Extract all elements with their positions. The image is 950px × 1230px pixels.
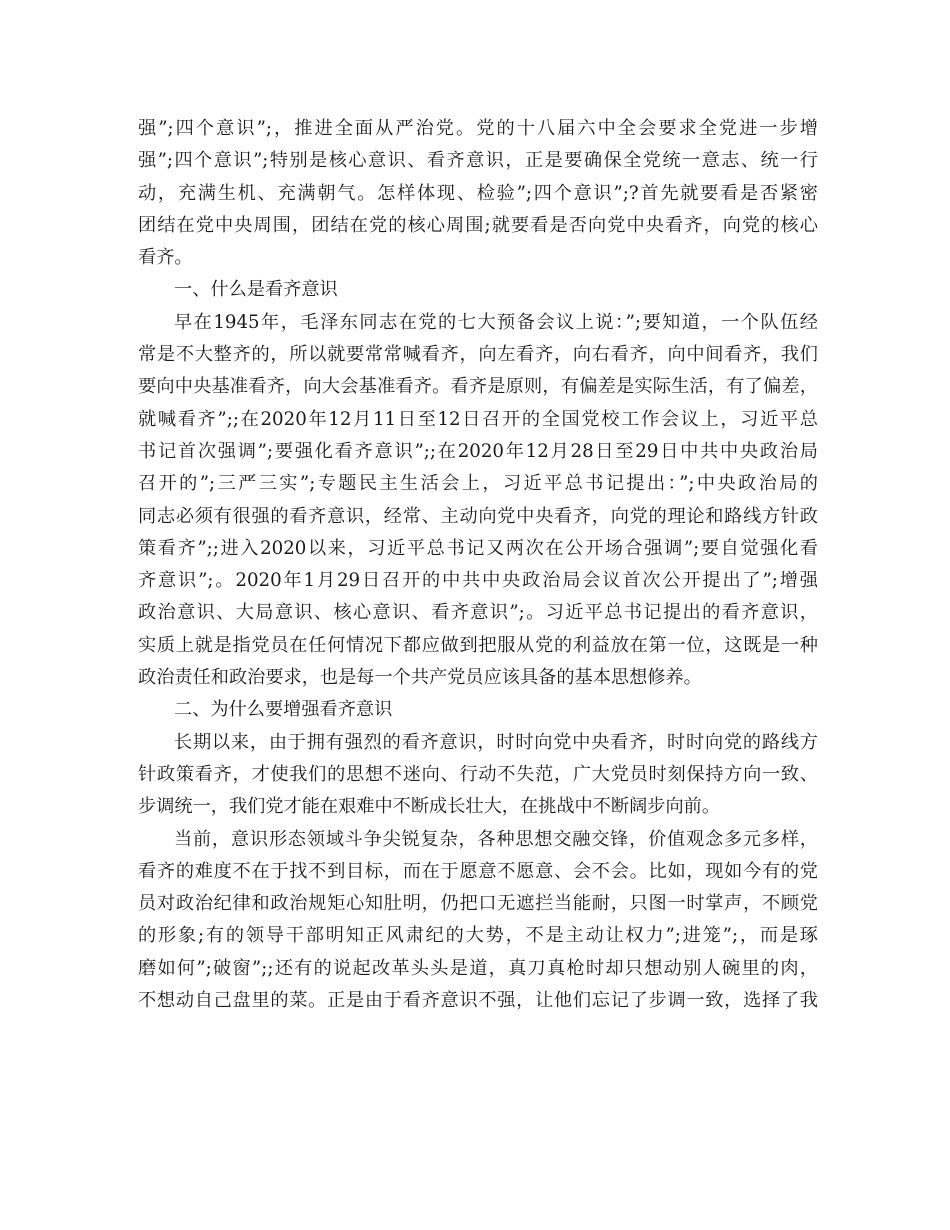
- text-line: 步调统一，我们党才能在艰难中不断成长壮大，在挑战中不断阔步向前。: [138, 796, 721, 818]
- text-line: 政治意识、大局意识、核心意识、看齐意识”;。习近平总书记提出的看齐意识，: [138, 602, 818, 624]
- text-line: 的形象;有的领导干部明知正风肃纪的大势，不是主动让权力”;进笼”;，而是琢: [138, 925, 818, 947]
- text-line: 政治责任和政治要求，也是每一个共产党员应该具备的基本思想修养。: [138, 667, 702, 689]
- text-line: 动，充满生机、充满朝气。怎样体现、检验”;四个意识”;?首先就要看是否紧密: [138, 182, 818, 204]
- text-line: 实质上就是指党员在任何情况下都应做到把服从党的利益放在第一位，这既是一种: [138, 634, 818, 656]
- text-line: 团结在党中央周围，团结在党的核心周围;就要看是否向党中央看齐，向党的核心: [138, 214, 818, 236]
- text-line: 不想动自己盘里的菜。正是由于看齐意识不强，让他们忘记了步调一致，选择了我: [138, 990, 818, 1012]
- text-line: 看齐的难度不在于找不到目标，而在于愿意不愿意、会不会。比如，现如今有的党: [138, 860, 818, 882]
- text-line: 当前，意识形态领域斗争尖锐复杂，各种思想交融交锋，价值观念多元多样，: [174, 828, 818, 850]
- text-line: 早在1945年，毛泽东同志在党的七大预备会议上说：”;要知道，一个队伍经: [174, 311, 818, 333]
- text-line: 一、什么是看齐意识: [174, 279, 338, 301]
- text-line: 策看齐”;;进入2020以来，习近平总书记又两次在公开场合强调”;要自觉强化看: [138, 537, 818, 559]
- text-line: 看齐。: [138, 247, 193, 269]
- text-line: 要向中央基准看齐，向大会基准看齐。看齐是原则，有偏差是实际生活，有了偏差，: [138, 376, 818, 398]
- text-line: 同志必须有很强的看齐意识，经常、主动向党中央看齐，向党的理论和路线方针政: [138, 505, 818, 527]
- text-line: 书记首次强调”;要强化看齐意识”;;在2020年12月28日至29日中共中央政治局: [138, 440, 818, 462]
- text-line: 召开的”;三严三实”;专题民主生活会上，习近平总书记提出：”;中央政治局的: [138, 473, 818, 495]
- text-line: 长期以来，由于拥有强烈的看齐意识，时时向党中央看齐，时时向党的路线方: [174, 731, 818, 753]
- text-line: 员对政治纪律和政治规矩心知肚明，仍把口无遮拦当能耐，只图一时掌声，不顾党: [138, 893, 818, 915]
- text-line: 强”;四个意识”;，推进全面从严治党。党的十八届六中全会要求全党进一步增: [138, 118, 818, 139]
- text-line: 磨如何”;破窗”;;还有的说起改革头头是道，真刀真枪时却只想动别人碗里的肉，: [138, 957, 818, 979]
- document-body: [138, 113, 818, 1017]
- text-line: 针政策看齐，才使我们的思想不迷向、行动不失范，广大党员时刻保持方向一致、: [138, 763, 818, 785]
- text-line: 常是不大整齐的，所以就要常常喊看齐，向左看齐，向右看齐，向中间看齐，我们: [138, 344, 818, 366]
- text-line: 齐意识”;。2020年1月29日召开的中共中央政治局会议首次公开提出了”;增强: [138, 570, 818, 592]
- text-line: 二、为什么要增强看齐意识: [174, 699, 393, 721]
- text-line: 强”;四个意识”;特别是核心意识、看齐意识，正是要确保全党统一意志、统一行: [138, 150, 818, 172]
- text-line: 就喊看齐”;;在2020年12月11日至12日召开的全国党校工作会议上，习近平总: [138, 408, 818, 430]
